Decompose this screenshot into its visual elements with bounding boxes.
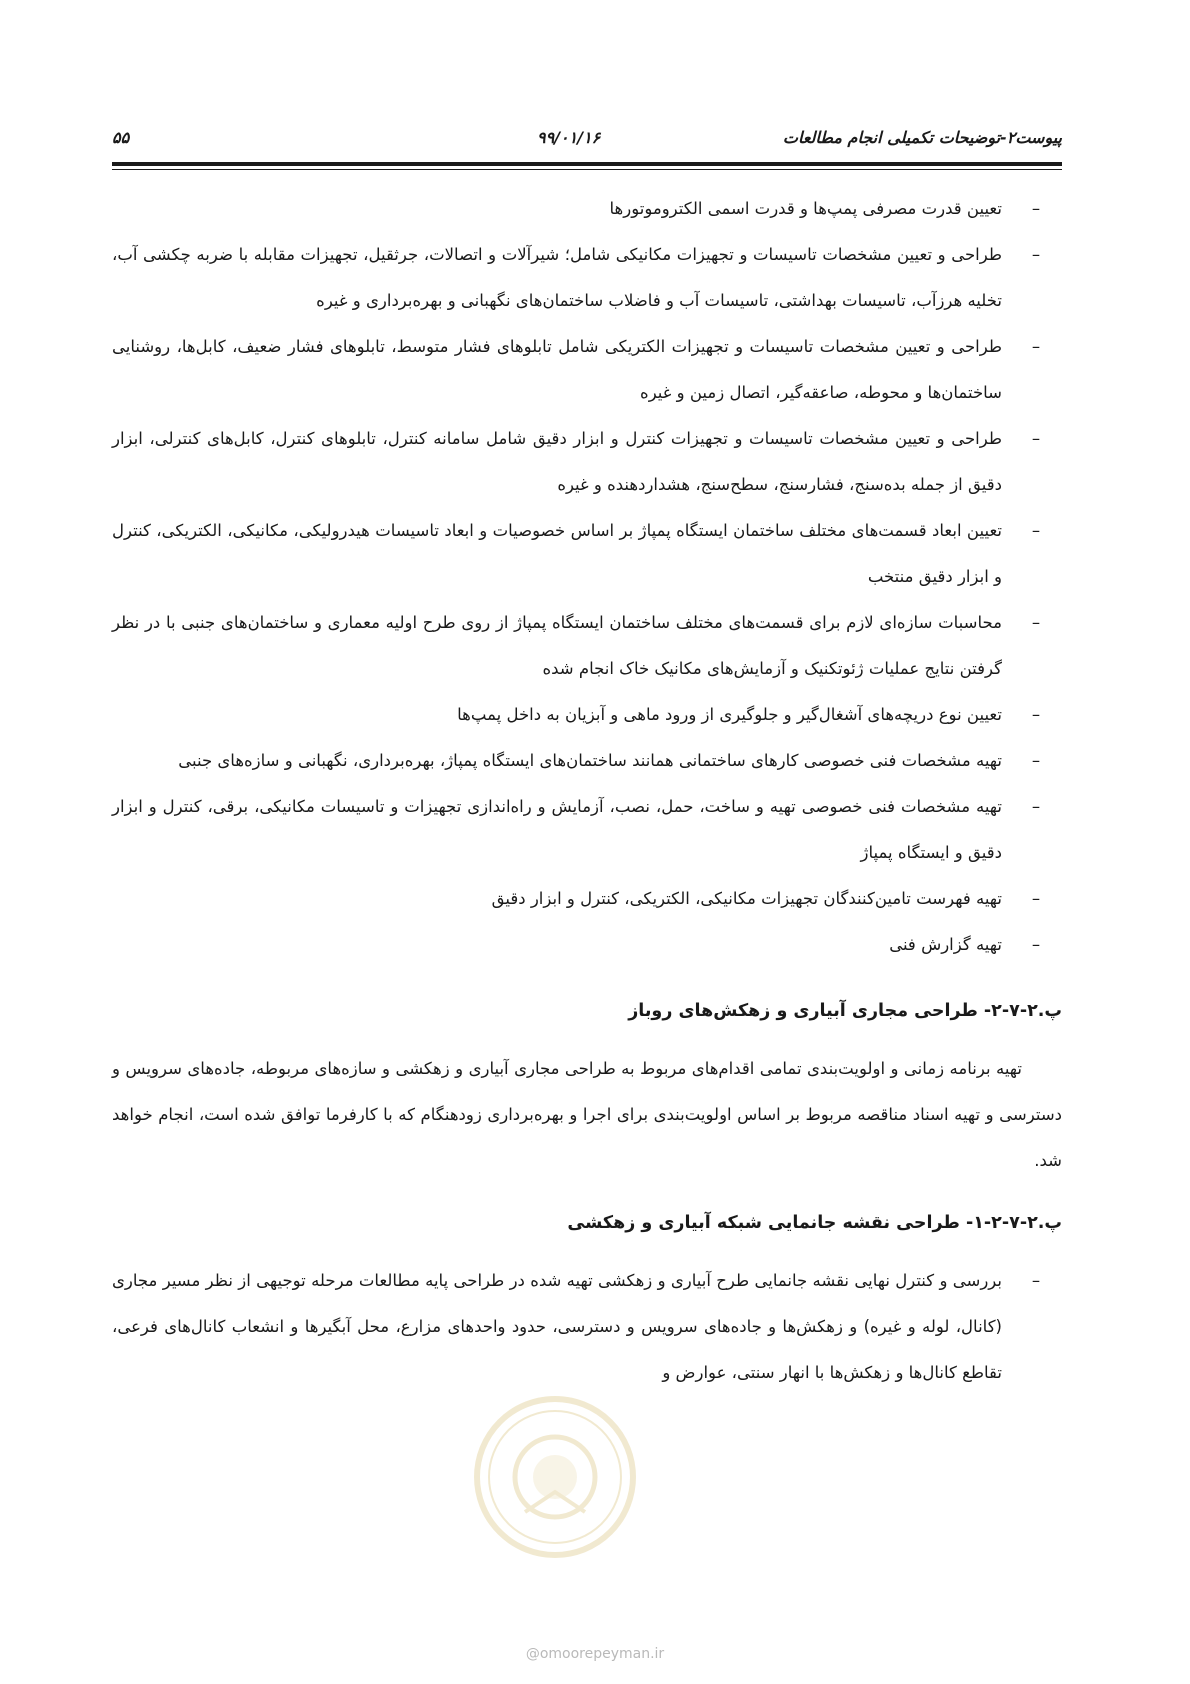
dash-marker: – <box>1031 337 1041 356</box>
page-header <box>112 128 1062 158</box>
header-rule-thin <box>112 169 1062 170</box>
section-paragraph: تهیه برنامه زمانی و اولویت‌بندی تمامی اقدام‌های مربوط به طراحی مجاری آبیاری و زهکشی و سازه‌های مربوطه، جاده‌های سرویس و دسترسی و تهیه اسناد مناقصه مربوط بر اساس اولویت‌بندی برای اجرا و بهره‌برداری زودهنگام که با کارفرما توافق شده است، انجام خواهد شد. <box>112 1059 1062 1170</box>
list-item: – طراحی و تعیین مشخصات تاسیسات و تجهیزات مکانیکی شامل؛ شیرآلات و اتصالات، جرثقیل، تجهیزات مقابله با ضربه چکشی آب، تخلیه هرزآب، تاسیسات بهداشتی، تاسیسات آب و فاضلاب ساختمان‌های نگهبانی و بهره‌برداری و غیره <box>112 232 1062 324</box>
header-date: ۹۹/۰۱/۱۶ <box>537 128 601 147</box>
list-item: – تعیین قدرت مصرفی پمپ‌ها و قدرت اسمی الکتروموتورها <box>112 186 1062 232</box>
header-rule-thick <box>112 162 1062 166</box>
dash-marker: – <box>1031 521 1041 540</box>
list-item: – تعیین ابعاد قسمت‌های مختلف ساختمان ایستگاه پمپاژ بر اساس خصوصیات و ابعاد تاسیسات هیدرولیکی، مکانیکی، الکتریکی، کنترل و ابزار دقیق منتخب <box>112 508 1062 600</box>
list-item: – بررسی و کنترل نهایی نقشه جانمایی طرح آبیاری و زهکشی تهیه شده در طراحی پایه مطالعات مرحله توجیهی از نظر مسیر مجاری (کانال، لوله و غیره) و زهکش‌ها و جاده‌های سرویس و دسترسی، حدود واحدهای مزارع، محل آبگیرها و انشعاب کانال‌های فرعی، تقاطع کانال‌ها و زهکش‌ها با انهار سنتی، عوارض و <box>112 1258 1062 1396</box>
watermark-url: @omoorepeyman.ir <box>525 1646 665 1662</box>
list-item: – طراحی و تعیین مشخصات تاسیسات و تجهیزات الکتریکی شامل تابلوهای فشار متوسط، تابلوهای فشار ضعیف، کابل‌ها، روشنایی ساختمان‌ها و محوطه، صاعقه‌گیر، اتصال زمین و غیره <box>112 324 1062 416</box>
page-number: ۵۵ <box>112 128 130 147</box>
header-title: پیوست۲-توضیحات تکمیلی انجام مطالعات <box>782 128 1062 147</box>
page-content <box>112 186 1062 1396</box>
list-item: – محاسبات سازه‌ای لازم برای قسمت‌های مختلف ساختمان ایستگاه پمپاژ از روی طرح اولیه معماری و ساختمان‌های جنبی با در نظر گرفتن نتایج عملیات ژئوتکنیک و آزمایش‌های مکانیک خاک انجام شده <box>112 600 1062 692</box>
section-heading: پ.۲-۷-۲- طراحی مجاری آبیاری و زهکش‌های روباز <box>628 1001 1062 1021</box>
list-item: – تهیه فهرست تامین‌کنندگان تجهیزات مکانیکی، الکتریکی، کنترل و ابزار دقیق <box>112 876 1062 922</box>
dash-marker: – <box>1031 429 1041 448</box>
list-item: – تهیه مشخصات فنی خصوصی تهیه و ساخت، حمل، نصب، آزمایش و راه‌اندازی تجهیزات و تاسیسات مکانیکی، برقی، کنترل و ابزار دقیق و ایستگاه پمپاژ <box>112 784 1062 876</box>
list-item: – تهیه گزارش فنی <box>112 922 1062 968</box>
list-item: – تهیه مشخصات فنی خصوصی کارهای ساختمانی همانند ساختمان‌های ایستگاه پمپاژ، بهره‌برداری، نگهبانی و سازه‌های جنبی <box>112 738 1062 784</box>
dash-marker: – <box>1031 245 1041 264</box>
dash-marker: – <box>1031 1271 1041 1290</box>
watermark-seal <box>470 1392 640 1562</box>
dash-marker: – <box>1031 751 1041 770</box>
subsection-heading: پ.۲-۷-۲-۱- طراحی نقشه جانمایی شبکه آبیاری و زهکشی <box>567 1213 1062 1233</box>
dash-marker: – <box>1031 797 1041 816</box>
dash-marker: – <box>1031 199 1041 218</box>
list-item: – طراحی و تعیین مشخصات تاسیسات و تجهیزات کنترل و ابزار دقیق شامل سامانه کنترل، تابلوهای کنترل، کابل‌های کنترلی، ابزار دقیق از جمله بده‌سنج، فشارسنج، سطح‌سنج، هشداردهنده و غیره <box>112 416 1062 508</box>
dash-marker: – <box>1031 613 1041 632</box>
subsection-bullet-list <box>112 1258 1062 1396</box>
dash-marker: – <box>1031 889 1041 908</box>
list-item: – تعیین نوع دریچه‌های آشغال‌گیر و جلوگیری از ورود ماهی و آبزیان به داخل پمپ‌ها <box>112 692 1062 738</box>
dash-marker: – <box>1031 705 1041 724</box>
top-bullet-list <box>112 186 1062 968</box>
dash-marker: – <box>1031 935 1041 954</box>
